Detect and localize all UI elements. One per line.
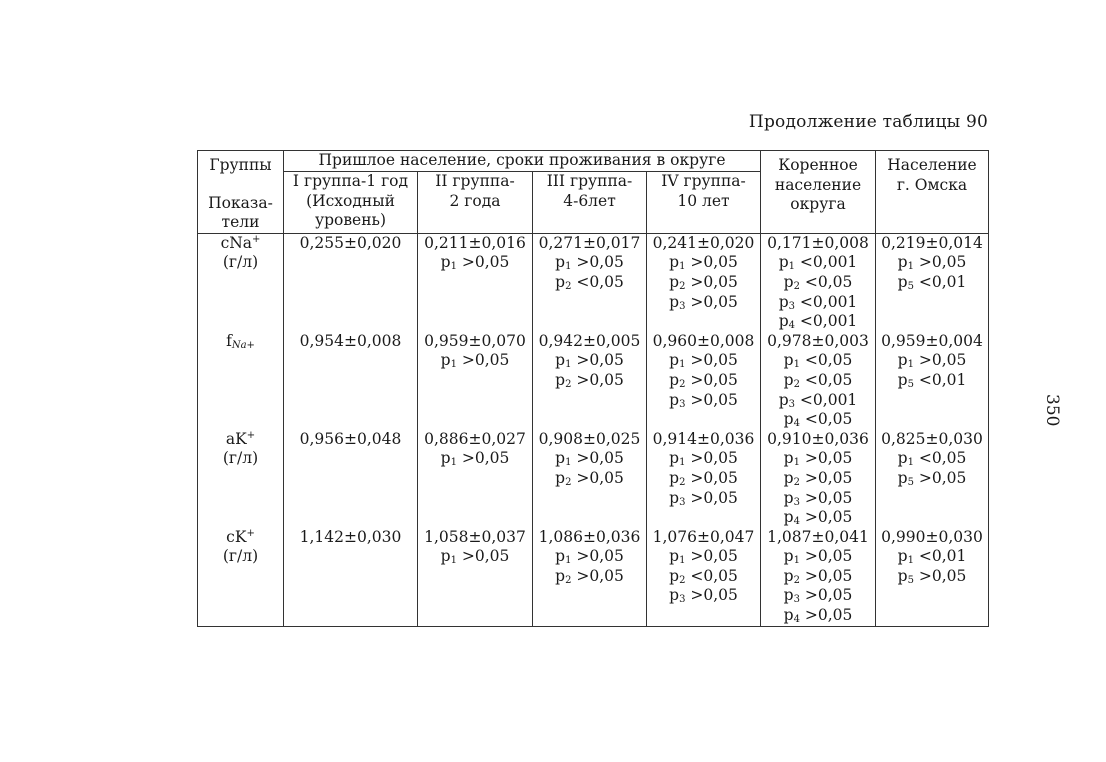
mean-value: 0,956±0,048	[299, 429, 402, 448]
mean-value: 0,241±0,020	[652, 233, 755, 252]
p-value: $p_1 >0,05$	[783, 547, 853, 567]
indicator-charge: +	[246, 527, 255, 539]
p-comparison: <0,001	[795, 292, 858, 311]
p-comparison: <0,01	[913, 547, 967, 566]
p-index: 2	[565, 476, 572, 488]
p-index: 1	[450, 359, 457, 371]
p-value: $p_3 <0,001$	[778, 292, 858, 312]
p-index: 3	[788, 300, 795, 312]
p-value: $p_1 >0,05$	[783, 449, 853, 469]
p-comparison: <0,05	[913, 449, 967, 468]
p-comparison: >0,05	[571, 253, 624, 272]
p-comparison: >0,05	[685, 390, 738, 409]
indicator-label	[198, 430, 283, 450]
value-cell-g3	[533, 528, 647, 626]
p-index: 2	[565, 378, 572, 390]
value-cell-native	[761, 332, 876, 430]
p-comparison: >0,05	[685, 292, 738, 311]
p-index: 1	[565, 359, 572, 371]
p-value: $p_3 >0,05$	[669, 586, 738, 606]
p-value: $p_1 <0,05$	[897, 449, 967, 469]
value-cell-g4	[647, 528, 761, 626]
mean-value: 0,914±0,036	[652, 429, 755, 448]
mean-value: 1,076±0,047	[652, 527, 755, 546]
p-index: 1	[793, 359, 800, 371]
p-value: $p_3 >0,05$	[783, 488, 853, 508]
value-cell-g1	[284, 233, 418, 331]
p-value: $p_2 >0,05$	[783, 468, 853, 488]
p-value: $p_3 <0,001$	[778, 390, 858, 410]
p-value: $p_1 >0,05$	[555, 449, 624, 469]
mean-value: 0,990±0,030	[881, 527, 983, 546]
p-comparison: >0,05	[799, 606, 853, 625]
p-value: $p_1 >0,05$	[669, 253, 738, 273]
p-comparison: >0,05	[685, 449, 738, 468]
p-value: $p_2 >0,05$	[555, 370, 624, 390]
p-comparison: >0,05	[685, 586, 738, 605]
mean-value: 0,942±0,005	[538, 331, 641, 350]
mean-value: 1,058±0,037	[424, 527, 526, 546]
p-value: $p_1 <0,05$	[783, 351, 853, 371]
p-value: $p_1 >0,05$	[669, 351, 738, 371]
p-index: 2	[679, 574, 686, 586]
p-index: 2	[679, 378, 686, 390]
p-value: $p_3 >0,05$	[669, 390, 738, 410]
value-cell-g4	[647, 233, 761, 331]
p-comparison: >0,05	[456, 351, 510, 370]
indicator-symbol: cK	[226, 527, 247, 546]
p-value: $p_1 >0,05$	[440, 253, 510, 273]
value-cell-native	[761, 430, 876, 528]
p-value: $p_1 >0,05$	[555, 253, 624, 273]
mean-value: 0,959±0,004	[881, 331, 983, 350]
p-value: $p_2 >0,05$	[669, 370, 738, 390]
p-value: $p_1 >0,05$	[669, 449, 738, 469]
p-value: $p_1 >0,05$	[555, 547, 624, 567]
p-comparison: <0,05	[799, 351, 853, 370]
mean-value: 0,886±0,027	[424, 429, 526, 448]
p-index: 5	[907, 476, 914, 488]
p-value: $p_4 <0,001$	[778, 312, 858, 332]
p-comparison: >0,05	[799, 468, 853, 487]
value-cell-g4	[647, 430, 761, 528]
value-cell-g1	[284, 430, 418, 528]
p-comparison: >0,05	[799, 488, 853, 507]
table-row	[198, 233, 989, 331]
p-value: $p_1 >0,05$	[897, 351, 967, 371]
p-index: 1	[679, 261, 686, 273]
value-cell-g1	[284, 332, 418, 430]
p-comparison: >0,05	[685, 468, 738, 487]
p-comparison: <0,05	[685, 566, 738, 585]
p-comparison: >0,05	[571, 351, 624, 370]
value-cell-native	[761, 233, 876, 331]
p-comparison: >0,05	[913, 253, 967, 272]
p-index: 4	[793, 418, 800, 430]
p-value: $p_5 <0,01$	[897, 272, 967, 292]
p-index: 3	[788, 398, 795, 410]
header-group-1: I группа-1 год (Исходный уровень)	[284, 172, 418, 234]
p-index: 4	[793, 614, 800, 626]
p-index: 1	[907, 261, 914, 273]
p-comparison: <0,05	[799, 370, 853, 389]
p-comparison: >0,05	[913, 351, 967, 370]
p-comparison: >0,05	[456, 547, 510, 566]
p-value: $p_2 >0,05$	[669, 272, 738, 292]
p-value: $p_3 >0,05$	[783, 586, 853, 606]
p-value: $p_2 >0,05$	[669, 468, 738, 488]
table-row	[198, 430, 989, 528]
p-index: 1	[565, 457, 572, 469]
p-index: 3	[793, 496, 800, 508]
p-index: 2	[793, 476, 800, 488]
indicator-charge: +	[252, 233, 261, 245]
mean-value: 0,219±0,014	[881, 233, 983, 252]
p-value: $p_4 >0,05$	[783, 508, 853, 528]
p-comparison: <0,001	[795, 253, 858, 272]
p-value: $p_1 >0,05$	[440, 547, 510, 567]
p-comparison: >0,05	[685, 547, 738, 566]
indicator-label	[198, 234, 283, 254]
p-index: 1	[788, 261, 795, 273]
p-index: 1	[907, 555, 914, 567]
p-index: 1	[793, 457, 800, 469]
p-comparison: >0,05	[571, 449, 624, 468]
p-index: 4	[788, 320, 795, 332]
mean-value: 1,086±0,036	[538, 527, 641, 546]
p-value: $p_1 >0,05$	[440, 351, 510, 371]
p-value: $p_2 <0,05$	[669, 566, 738, 586]
p-comparison: >0,05	[913, 468, 967, 487]
p-value: $p_2 <0,05$	[555, 272, 624, 292]
p-value: $p_1 <0,001$	[778, 253, 858, 273]
value-cell-omsk	[876, 430, 989, 528]
indicator-cell	[198, 430, 284, 528]
p-comparison: >0,05	[799, 508, 853, 527]
p-value: $p_5 >0,05$	[897, 566, 967, 586]
p-index: 3	[679, 496, 686, 508]
p-index: 2	[793, 378, 800, 390]
value-cell-omsk	[876, 233, 989, 331]
mean-value: 0,171±0,008	[767, 233, 869, 252]
p-index: 5	[907, 574, 914, 586]
value-cell-g4	[647, 332, 761, 430]
p-index: 1	[450, 555, 457, 567]
page-number: 350	[1042, 394, 1062, 427]
p-comparison: >0,05	[571, 468, 624, 487]
p-value: $p_4 <0,05$	[783, 410, 853, 430]
p-comparison: <0,05	[571, 272, 624, 291]
p-index: 2	[565, 574, 572, 586]
p-value: $p_1 >0,05$	[669, 547, 738, 567]
table-row	[198, 528, 989, 626]
mean-value: 0,211±0,016	[424, 233, 526, 252]
p-index: 1	[565, 261, 572, 273]
p-value: $p_3 >0,05$	[669, 292, 738, 312]
indicator-symbol: f	[226, 331, 232, 350]
indicator-unit: (г/л)	[222, 253, 259, 272]
header-omsk-population: Население г. Омска	[876, 151, 989, 234]
p-comparison: >0,05	[799, 547, 853, 566]
p-index: 1	[679, 457, 686, 469]
header-migrant-population: Пришлое население, сроки проживания в округе	[284, 151, 761, 172]
header-group-2: II группа- 2 года	[418, 172, 533, 234]
p-comparison: <0,01	[913, 272, 967, 291]
p-index: 2	[565, 280, 572, 292]
p-index: 5	[907, 378, 914, 390]
p-comparison: >0,05	[799, 586, 853, 605]
header-group-3: III группа- 4-6лет	[533, 172, 647, 234]
value-cell-g2	[418, 430, 533, 528]
p-value: $p_4 >0,05$	[783, 606, 853, 626]
p-comparison: >0,05	[685, 488, 738, 507]
mean-value: 1,087±0,041	[767, 527, 869, 546]
data-table	[197, 150, 989, 627]
mean-value: 0,825±0,030	[881, 429, 983, 448]
header-groups-label: Группы	[209, 156, 272, 174]
p-index: 3	[679, 300, 686, 312]
p-comparison: >0,05	[685, 370, 738, 389]
p-index: 1	[450, 457, 457, 469]
indicator-charge: +	[246, 429, 256, 441]
p-index: 1	[679, 359, 686, 371]
header-indicators-label: Показа-	[208, 193, 273, 212]
p-value: $p_5 <0,01$	[897, 370, 967, 390]
p-value: $p_2 <0,05$	[783, 370, 853, 390]
mean-value: 1,142±0,030	[299, 527, 402, 546]
mean-value: 0,908±0,025	[538, 429, 641, 448]
mean-value: 0,954±0,008	[299, 331, 402, 350]
table-row	[198, 332, 989, 430]
p-index: 1	[907, 359, 914, 371]
p-index: 2	[679, 280, 686, 292]
value-cell-native	[761, 528, 876, 626]
p-index: 3	[679, 398, 686, 410]
value-cell-g3	[533, 233, 647, 331]
p-value: $p_1 >0,05$	[897, 253, 967, 273]
p-index: 1	[565, 555, 572, 567]
p-index: 2	[793, 574, 800, 586]
indicator-label	[198, 528, 283, 548]
mean-value: 0,959±0,070	[424, 331, 526, 350]
p-comparison: >0,05	[571, 566, 624, 585]
mean-value: 0,271±0,017	[538, 233, 641, 252]
p-comparison: <0,05	[799, 410, 853, 429]
p-value: $p_5 >0,05$	[897, 468, 967, 488]
mean-value: 0,255±0,020	[299, 233, 402, 252]
p-comparison: <0,05	[799, 272, 853, 291]
indicator-unit: (г/л)	[222, 547, 259, 566]
p-comparison: >0,05	[799, 566, 853, 585]
p-value: $p_3 >0,05$	[669, 488, 738, 508]
header-row-top	[198, 151, 989, 172]
p-value: $p_1 <0,01$	[897, 547, 967, 567]
p-comparison: >0,05	[456, 449, 510, 468]
indicator-cell	[198, 528, 284, 626]
mean-value: 0,978±0,003	[767, 331, 869, 350]
indicator-symbol: cNa	[220, 233, 253, 252]
p-value: $p_2 >0,05$	[555, 468, 624, 488]
p-index: 3	[793, 594, 800, 606]
p-index: 1	[679, 555, 686, 567]
table-caption: Продолжение таблицы 90	[748, 112, 988, 132]
p-index: 2	[793, 280, 800, 292]
value-cell-g2	[418, 332, 533, 430]
mean-value: 0,960±0,008	[652, 331, 755, 350]
value-cell-omsk	[876, 332, 989, 430]
header-corner-cell	[198, 151, 284, 234]
indicator-unit: (г/л)	[222, 449, 259, 468]
indicator-label	[198, 332, 283, 352]
value-cell-g1	[284, 528, 418, 626]
p-comparison: >0,05	[799, 449, 853, 468]
p-index: 4	[793, 516, 800, 528]
p-value: $p_2 >0,05$	[555, 566, 624, 586]
p-value: $p_1 >0,05$	[555, 351, 624, 371]
p-comparison: <0,001	[795, 390, 858, 409]
mean-value: 0,910±0,036	[767, 429, 869, 448]
p-value: $p_2 <0,05$	[783, 272, 853, 292]
p-value: $p_1 >0,05$	[440, 449, 510, 469]
p-comparison: >0,05	[685, 272, 738, 291]
indicator-symbol: aK	[225, 429, 247, 448]
p-index: 1	[793, 555, 800, 567]
value-cell-g3	[533, 430, 647, 528]
p-comparison: >0,05	[913, 566, 967, 585]
p-value: $p_2 >0,05$	[783, 566, 853, 586]
p-comparison: <0,01	[913, 370, 967, 389]
p-comparison: >0,05	[685, 351, 738, 370]
indicator-subscript: Na+	[231, 339, 255, 351]
p-comparison: >0,05	[571, 370, 624, 389]
p-comparison: <0,001	[795, 312, 858, 331]
p-index: 1	[907, 457, 914, 469]
header-indicators-label-cont: тели	[221, 213, 260, 232]
p-comparison: >0,05	[571, 547, 624, 566]
p-index: 3	[679, 594, 686, 606]
indicator-cell	[198, 233, 284, 331]
p-comparison: >0,05	[456, 253, 510, 272]
p-index: 5	[907, 280, 914, 292]
header-group-4: IV группа- 10 лет	[647, 172, 761, 234]
p-index: 2	[679, 476, 686, 488]
header-native-population: Коренное население округа	[761, 151, 876, 234]
table-body	[198, 233, 989, 626]
p-comparison: >0,05	[685, 253, 738, 272]
value-cell-omsk	[876, 528, 989, 626]
value-cell-g2	[418, 233, 533, 331]
value-cell-g2	[418, 528, 533, 626]
p-index: 1	[450, 261, 457, 273]
indicator-cell	[198, 332, 284, 430]
value-cell-g3	[533, 332, 647, 430]
